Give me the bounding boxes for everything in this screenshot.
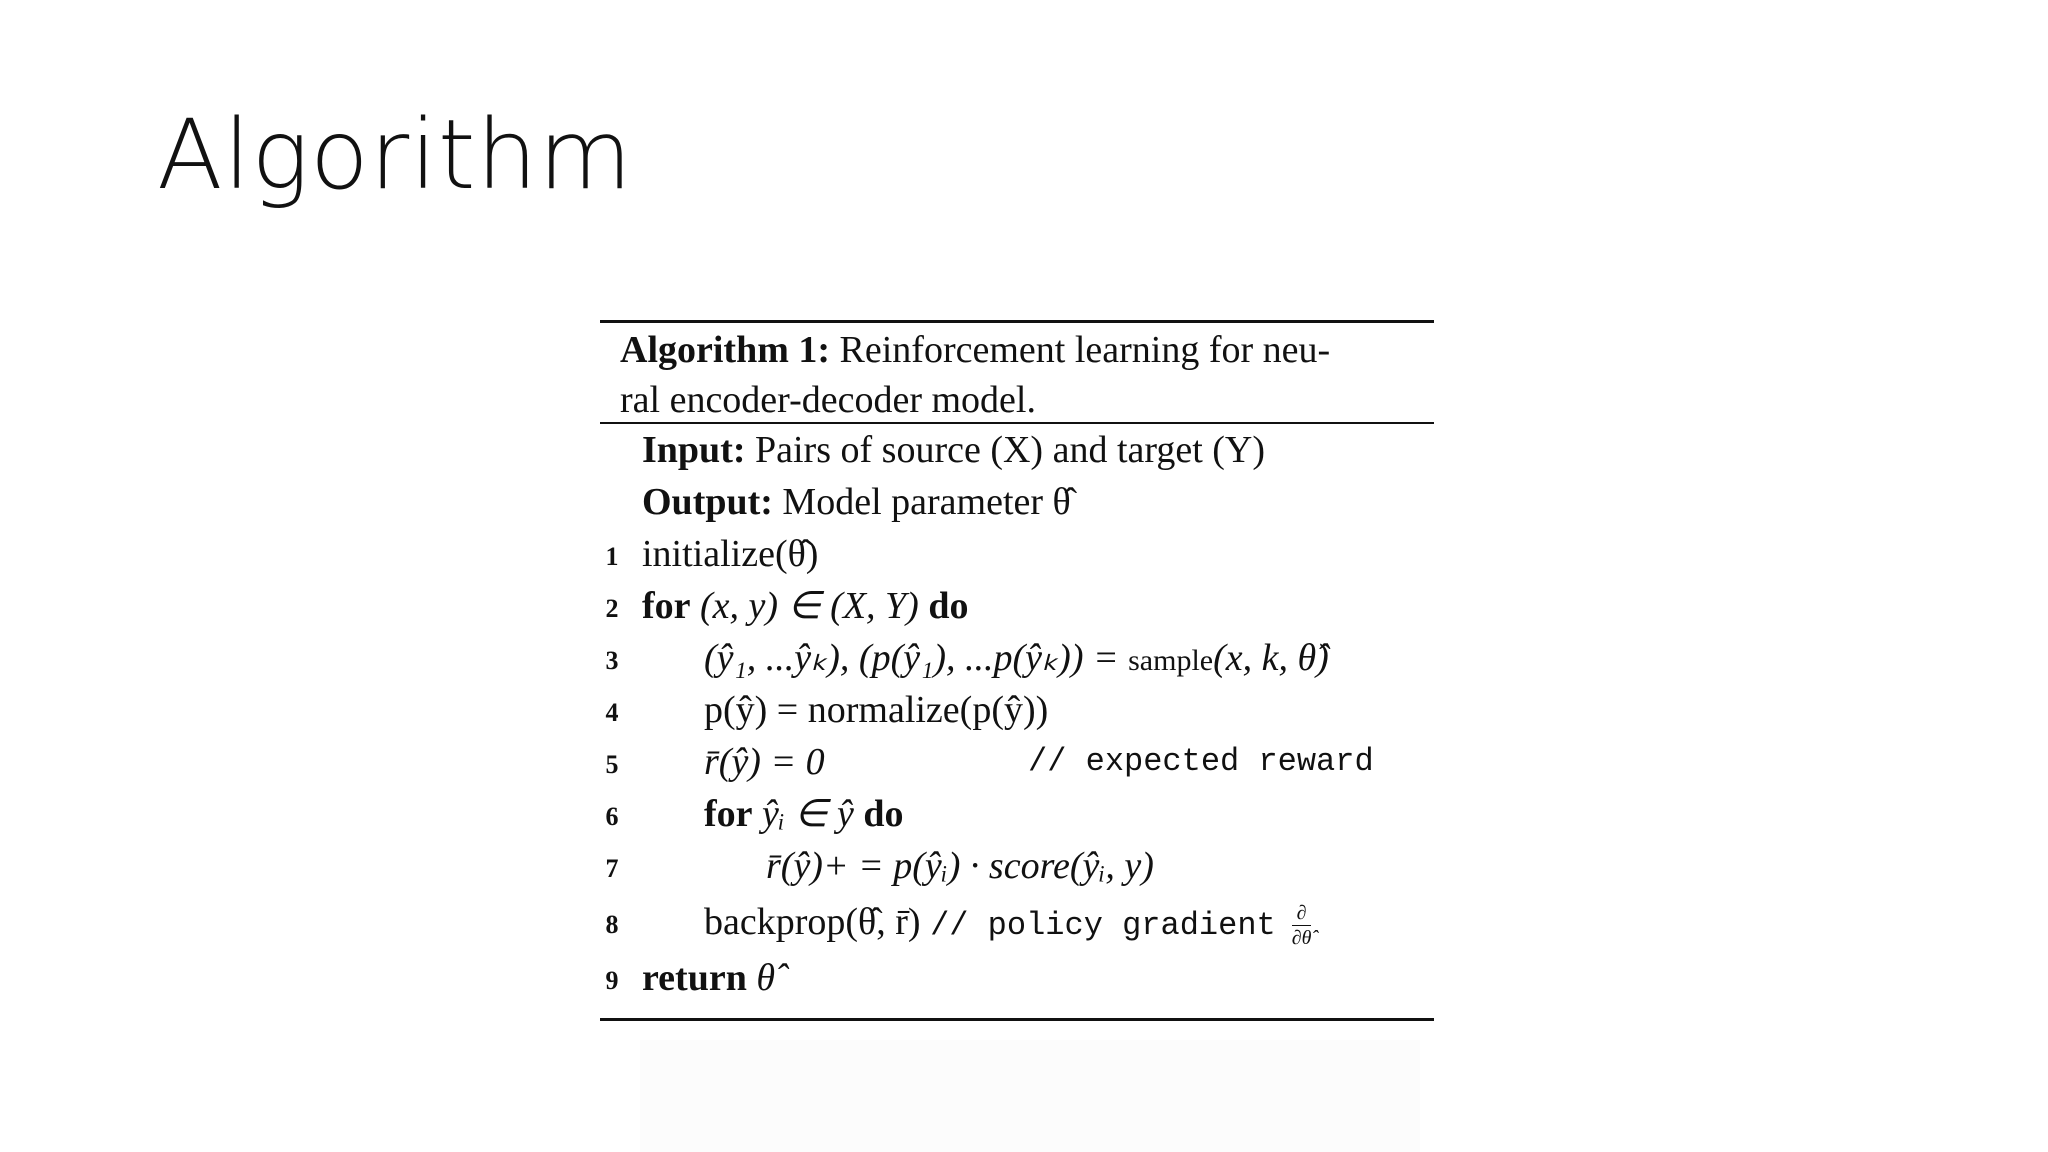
output-line: [600, 476, 1434, 528]
partial-derivative: [1292, 903, 1312, 948]
algorithm-line-5: [600, 736, 1434, 788]
image-shadow: [640, 1040, 1420, 1152]
algorithm-caption: [620, 328, 1330, 372]
caption-text-line2: ral encoder-decoder model.: [620, 379, 1036, 421]
input-text: Pairs of source (X) and target (Y): [745, 429, 1266, 471]
line-number: 2: [605, 594, 619, 623]
algorithm-box: [600, 320, 1434, 1020]
algorithm-line-3: [600, 632, 1434, 684]
algorithm-line-2: [600, 580, 1434, 632]
line-number: 9: [605, 966, 619, 995]
line-number: 6: [605, 802, 619, 831]
algorithm-line-6: [600, 788, 1434, 840]
algorithm-line-1: [600, 528, 1434, 580]
line-text: ŷᵢ ∈ ŷ: [752, 793, 864, 835]
line-comment: // expected reward: [1028, 743, 1374, 780]
algorithm-line-9: [600, 952, 1434, 1004]
output-label: Output:: [642, 481, 773, 523]
line-number: 1: [605, 542, 619, 571]
keyword-for: for: [704, 793, 753, 835]
keyword-return: return: [642, 957, 747, 999]
fraction-denominator: ∂θ̂: [1291, 926, 1312, 949]
input-line: [600, 424, 1434, 476]
input-label: Input:: [642, 429, 746, 471]
bottom-rule: [600, 1018, 1434, 1021]
line-comment: // policy gradient: [930, 907, 1276, 944]
line-text: initialize(θ̂): [642, 533, 819, 575]
algorithm-line-4: [600, 684, 1434, 736]
output-text: Model parameter θ̂: [772, 481, 1071, 523]
keyword-do: do: [863, 793, 904, 835]
line-tail: (x, k, θ̂): [1213, 637, 1329, 679]
line-text: θ̂: [746, 957, 776, 999]
line-number: 5: [605, 750, 619, 779]
algorithm-caption-cont: [620, 378, 1036, 422]
top-rule: [600, 320, 1434, 323]
line-number: 4: [605, 698, 619, 727]
algorithm-line-8: [600, 896, 1434, 948]
line-text: backprop(θ̂, r̄): [704, 901, 931, 943]
line-number: 8: [605, 910, 619, 939]
algorithm-line-7: [600, 840, 1434, 892]
line-text: r̄(ŷ)+ = p(ŷᵢ) · score(ŷᵢ, y): [766, 845, 1154, 887]
caption-label: Algorithm 1:: [620, 329, 831, 371]
slide-title: Algorithm: [157, 99, 633, 211]
function-name: sample: [1128, 644, 1214, 677]
keyword-for: for: [642, 585, 691, 627]
keyword-do: do: [928, 585, 969, 627]
line-text: r̄(ŷ) = 0: [704, 741, 825, 783]
line-number: 7: [605, 854, 619, 883]
caption-text-line1: Reinforcement learning for neu-: [830, 329, 1331, 371]
fraction-numerator: ∂: [1292, 903, 1312, 926]
line-text: (x, y) ∈ (X, Y): [690, 585, 929, 627]
line-text: p(ŷ) = normalize(p(ŷ)): [704, 689, 1049, 731]
line-number: 3: [605, 646, 619, 675]
line-text: (ŷ₁, ...ŷₖ), (p(ŷ₁), ...p(ŷₖ)) =: [704, 637, 1129, 679]
